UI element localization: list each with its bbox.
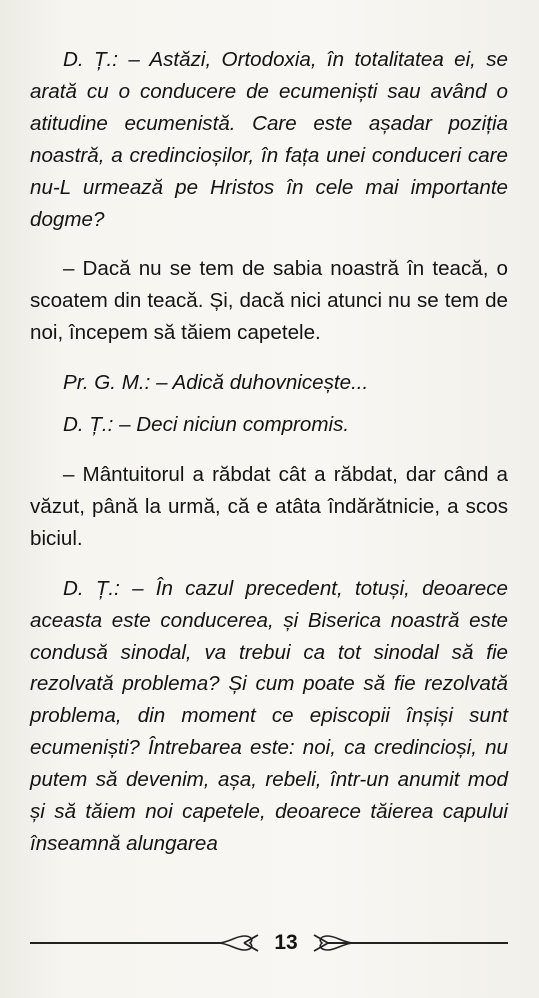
page-footer [30,928,508,958]
remark-paragraph [30,367,508,399]
remark-paragraph [30,409,508,441]
paragraph-text: – În cazul precedent, totuși, deoarece aceasta este conducerea, și Biserica noastră este condusă sinodal, va trebui ca tot sinodal să fie rezolvată problema? Și cum poate să fie rezolvată problema, din moment ce episcopii înșiși sunt ecumeniști? Întrebarea este: noi, ca credincioși, nu putem să devenim, așa, rebeli, într-un anumit mod și să tăiem noi capetele, deoarece tăierea capului înseamnă alungarea [30,576,508,855]
speaker-label: D. Ț.: [63,576,120,600]
ornament-left-icon [218,932,260,954]
speaker-label: D. Ț.: [63,413,114,437]
paragraph-text: – Mântuitorul a răbdat cât a răbdat, dar când a văzut, până la urmă, că e atâta îndărătnicie, a scos biciul. [30,462,508,550]
question-paragraph [30,573,508,860]
footer-rule-left [30,942,220,944]
speaker-label: D. Ț.: [63,48,118,71]
paragraph-text: – Astăzi, Ortodoxia, în totalitatea ei, se arată cu o conducere de ecumeniști sau având o atitudine ecumenistă. Care este așadar poziția noastră, a credincioșilor, în fața unei conduceri care nu-L urmează pe Hristos în cele mai importante dogme? [30,48,508,231]
question-paragraph [30,44,508,235]
footer-rule-right [328,942,508,944]
answer-paragraph [30,253,508,349]
speaker-label: Pr. G. M.: [63,371,151,395]
answer-paragraph [30,459,508,555]
paragraph-text: – Dacă nu se tem de sabia noastră în teacă, o scoatem din teacă. Și, dacă nici atunci nu se tem de noi, începem să tăiem capetele. [30,257,508,345]
paragraph-text: – Adică duhovnicește... [150,371,369,395]
page-number: 13 [274,931,298,954]
page-body [30,44,508,860]
paragraph-text: – Deci niciun compromis. [113,413,350,437]
